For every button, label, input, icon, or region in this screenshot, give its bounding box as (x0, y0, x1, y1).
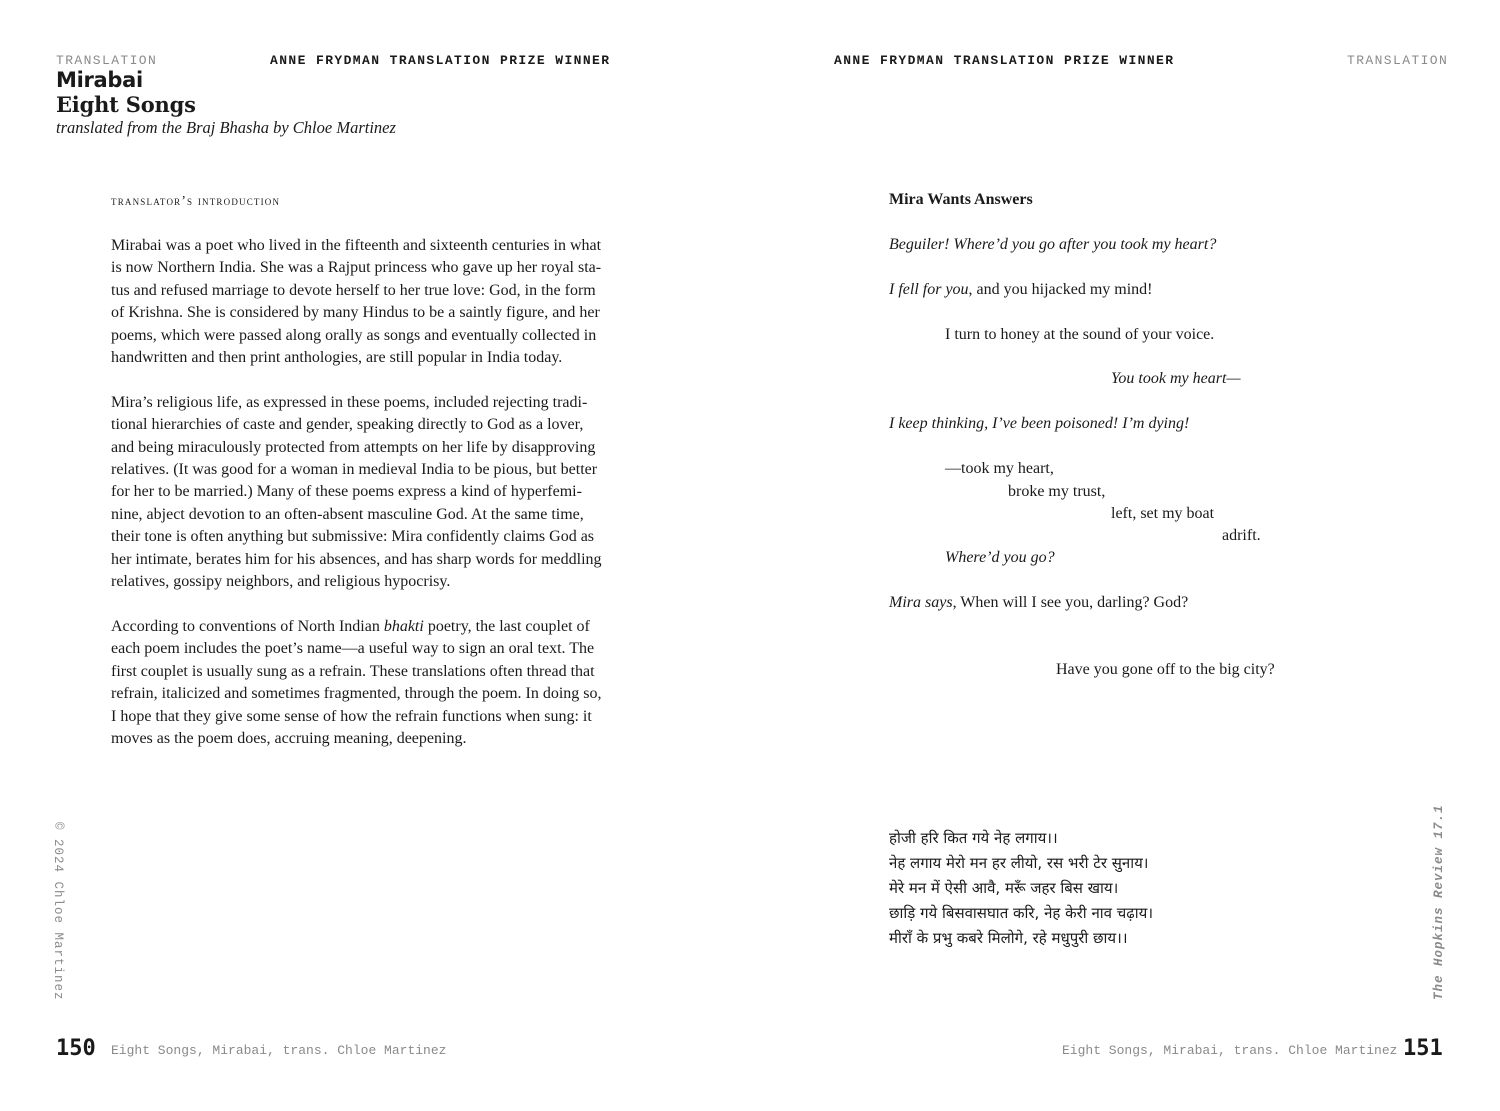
original-line: मेरे मन में ऐसी आवै, मरूँ जहर बिस खाय। (889, 879, 1119, 897)
refrain-fragment: I fell for you (889, 281, 969, 298)
poem-line: Have you gone off to the big city? (1056, 661, 1275, 678)
refrain-fragment: Mira says (889, 594, 953, 611)
text-line: poems, which were passed along orally as songs and eventually collected in (111, 326, 597, 344)
introduction-text (111, 235, 611, 773)
text-line (111, 616, 611, 638)
translator-credit: translated from the Braj Bhasha by Chloe Martinez (56, 118, 396, 137)
intro-paragraph-3 (111, 616, 611, 750)
poem-line: adrift. (1222, 527, 1261, 544)
running-head-prize: ANNE FRYDMAN TRANSLATION PRIZE WINNER (270, 53, 611, 68)
page-number: 150 (56, 1036, 96, 1061)
text-line: handwritten and then print anthologies, are still popular in India today. (111, 349, 563, 367)
original-line: होजी हरि कित गये नेह लगाय।। (889, 829, 1058, 847)
text-line: Mirabai was a poet who lived in the fifteenth and sixteenth centuries in what (111, 237, 602, 254)
journal-name: The Hopkins Review 17.1 (1432, 804, 1446, 1000)
intro-paragraph-2 (111, 392, 611, 594)
section-heading: translator’s introduction (111, 193, 281, 208)
text-line: relatives, gossipy neighbors, and religious hypocrisy. (111, 573, 451, 591)
text-line: first couplet is usually sung as a refrain. These translations often thread that (111, 662, 595, 680)
footer-title: Eight Songs, Mirabai, trans. Chloe Martinez (1062, 1043, 1398, 1058)
copyright-notice: © 2024 Chloe Martinez (51, 822, 65, 1001)
original-line: नेह लगाय मेरो मन हर लीयो, रस भरी टेर सुनाय। (889, 854, 1149, 872)
text-line: moves as the poem does, accruing meaning, deepening. (111, 729, 467, 747)
text-line: nine, abject devotion to an often-absent masculine God. At the same time, (111, 505, 584, 523)
text-line: each poem includes the poet’s name—a useful way to sign an oral text. The (111, 640, 595, 658)
poem-line: You took my heart— (1111, 370, 1241, 387)
poem-line: Where’d you go? (945, 549, 1055, 566)
page-number: 151 (1403, 1036, 1443, 1061)
text-line: is now Northern India. She was a Rajput princess who gave up her royal sta- (111, 259, 602, 277)
original-line: मीराँ के प्रभु कबरे मिलोगे, रहे मधुपुरी छाय।। (889, 929, 1128, 947)
text-run: According to conventions of North Indian (111, 617, 384, 635)
text-line: her intimate, berates him for his absences, and has sharp words for meddling (111, 550, 602, 568)
text-line: their tone is often anything but submissive: Mira confidently claims God as (111, 528, 595, 546)
poem-line: I turn to honey at the sound of your voice. (945, 326, 1215, 343)
running-head-label: TRANSLATION (56, 53, 158, 68)
text-run: , and you hijacked my mind! (968, 281, 1153, 298)
poem-line: I keep thinking, I’ve been poisoned! I’m dying! (889, 415, 1190, 432)
work-title: Eight Songs (56, 92, 196, 117)
footer-title: Eight Songs, Mirabai, trans. Chloe Martinez (111, 1043, 447, 1058)
text-run: poetry, the last couplet of (423, 617, 590, 635)
poem-line: Beguiler! Where’d you go after you took my heart? (889, 236, 1217, 253)
text-line: and being miraculously protected from attempts on her life by disapproving (111, 438, 596, 456)
text-line: I hope that they give some sense of how the refrain functions when sung: it (111, 707, 592, 725)
author-name: Mirabai (56, 68, 143, 92)
text-run: , When will I see you, darling? God? (952, 594, 1189, 611)
text-line: tional hierarchies of caste and gender, speaking directly to God as a lover, (111, 416, 584, 434)
text-line: Mira’s religious life, as expressed in these poems, included rejecting tradi- (111, 393, 588, 411)
poem-line (889, 594, 1188, 612)
running-head-label: TRANSLATION (1347, 53, 1449, 68)
bhakti-term: bhakti (383, 617, 424, 635)
poem-line: left, set my boat (1111, 505, 1215, 522)
text-line: of Krishna. She is considered by many Hindus to be a saintly figure, and her (111, 304, 600, 322)
text-line: relatives. (It was good for a woman in medieval India to be pious, but better (111, 461, 598, 479)
text-line: refrain, italicized and sometimes fragmented, through the poem. In doing so, (111, 685, 602, 703)
original-line: छाड़ि गये बिसवासघात करि, नेह केरी नाव चढ़ाय। (889, 904, 1154, 922)
text-line: tus and refused marriage to devote herself to her true love: God, in the form (111, 281, 596, 299)
poem-line: broke my trust, (1008, 483, 1106, 500)
running-head-prize: ANNE FRYDMAN TRANSLATION PRIZE WINNER (834, 53, 1175, 68)
poem-title: Mira Wants Answers (889, 191, 1033, 208)
poem-line: —took my heart, (945, 460, 1054, 477)
original-braj-text (889, 826, 1153, 951)
text-line: for her to be married.) Many of these poems express a kind of hyperfemi- (111, 483, 582, 501)
poem-line (889, 281, 1153, 299)
intro-paragraph-1 (111, 235, 611, 369)
